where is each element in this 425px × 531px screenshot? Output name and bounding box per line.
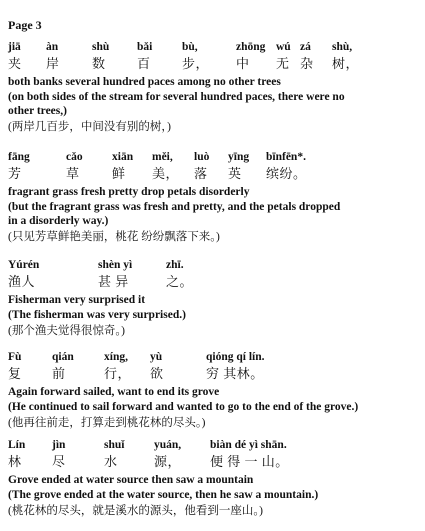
pinyin: fāng	[8, 151, 30, 163]
translation-line: (on both sides of the stream for several hundred paces, there were no	[8, 91, 345, 103]
hanzi: 无	[276, 56, 290, 71]
hanzi: 水	[104, 454, 118, 469]
pinyin: jiā	[8, 41, 21, 53]
pinyin: shù	[92, 41, 110, 53]
english-gloss: Fisherman very surprised it	[8, 294, 146, 306]
hanzi: 穷 其林。	[206, 366, 264, 381]
pinyin-hanzi-row	[0, 150, 425, 182]
pinyin: Fù	[8, 351, 22, 363]
translation-line: (but the fragrant grass was fresh and pretty, and the petals dropped	[8, 201, 341, 213]
pinyin: yù	[150, 351, 163, 363]
chinese-translation: (两岸几百步，中间没有别的树，)	[8, 121, 171, 133]
pinyin: shù,	[332, 41, 353, 53]
hanzi: 行，	[104, 366, 132, 381]
pinyin: wú	[276, 41, 291, 53]
translation-line: in a disorderly way.)	[8, 215, 109, 227]
english-gloss: Grove ended at water source then saw a mountain	[8, 474, 254, 486]
hanzi: 尽	[52, 454, 66, 469]
hanzi: 欲	[150, 366, 164, 381]
pinyin-hanzi-row	[0, 350, 425, 382]
hanzi: 前	[52, 366, 66, 381]
english-gloss: Again forward sailed, want to end its grove	[8, 386, 220, 398]
pinyin: luò	[194, 151, 210, 163]
pinyin: zhī.	[166, 259, 184, 271]
pinyin: cǎo	[66, 151, 83, 163]
english-gloss: both banks several hundred paces among no other trees	[8, 76, 281, 88]
pinyin: xiān	[112, 151, 134, 163]
chinese-translation: (他再往前走，打算走到桃花林的尽头。)	[8, 417, 206, 429]
passage-2	[0, 150, 425, 243]
pinyin: qióng qí lín.	[206, 351, 265, 363]
translation-line: (The fisherman was very surprised.)	[8, 309, 186, 321]
pinyin: yuán,	[154, 439, 182, 451]
hanzi: 渔人	[8, 274, 36, 289]
pinyin: Yúrén	[8, 259, 40, 271]
chinese-translation: (只见芳草鲜艳美丽，桃花 纷纷飘落下来。)	[8, 231, 220, 243]
hanzi: 之。	[166, 274, 194, 289]
hanzi: 芳	[8, 166, 22, 181]
hanzi: 夹	[8, 56, 22, 71]
translation-line: other trees,)	[8, 105, 67, 117]
pinyin: bù,	[182, 41, 198, 53]
pinyin: biàn dé yì shān.	[210, 439, 287, 451]
passage-3	[0, 258, 425, 337]
hanzi: 岸	[46, 56, 60, 71]
pinyin-hanzi-row	[0, 438, 425, 470]
hanzi: 步，	[182, 56, 210, 71]
passage-5	[0, 438, 425, 517]
hanzi: 林	[8, 454, 22, 469]
passage-1	[0, 40, 425, 133]
passage-4	[0, 350, 425, 429]
english-gloss: fragrant grass fresh pretty drop petals disorderly	[8, 186, 250, 198]
hanzi: 草	[66, 166, 80, 181]
translation-line: (He continued to sail forward and wanted to go to the end of the grove.)	[8, 401, 359, 413]
pinyin: yīng	[228, 151, 250, 163]
chinese-translation: (桃花林的尽头，就是溪水的源头，他看到一座山。)	[8, 505, 263, 517]
translation-line: (The grove ended at the water source, then he saw a mountain.)	[8, 489, 319, 501]
pinyin: qián	[52, 351, 74, 363]
hanzi: 甚 异	[98, 274, 129, 289]
pinyin: bīnfēn*.	[266, 151, 306, 163]
hanzi: 复	[8, 366, 22, 381]
pinyin: xíng,	[104, 351, 128, 363]
hanzi: 美，	[152, 166, 180, 181]
pinyin: bǎi	[137, 41, 153, 53]
hanzi: 源，	[154, 454, 182, 469]
pinyin: měi,	[152, 151, 173, 163]
pinyin: shèn yì	[98, 259, 133, 271]
pinyin: zá	[300, 41, 311, 53]
hanzi: 百	[137, 56, 151, 71]
page-number: Page 3	[8, 18, 42, 32]
hanzi: 便 得 一 山。	[210, 454, 289, 469]
hanzi: 鲜	[112, 166, 126, 181]
pinyin: Lín	[8, 439, 26, 451]
pinyin: zhōng	[236, 41, 266, 53]
hanzi: 杂	[300, 56, 314, 71]
pinyin-hanzi-row	[0, 258, 425, 290]
hanzi: 落	[194, 166, 208, 181]
hanzi: 英	[228, 166, 242, 181]
chinese-translation: (那个渔夫觉得很惊奇。)	[8, 325, 125, 337]
pinyin: shuǐ	[104, 439, 125, 451]
hanzi: 树，	[332, 56, 360, 71]
pinyin: jìn	[52, 439, 66, 451]
pinyin: àn	[46, 41, 59, 53]
hanzi: 中	[236, 56, 250, 71]
pinyin-hanzi-row	[0, 40, 425, 72]
hanzi: 缤纷。	[266, 166, 307, 181]
hanzi: 数	[92, 56, 106, 71]
